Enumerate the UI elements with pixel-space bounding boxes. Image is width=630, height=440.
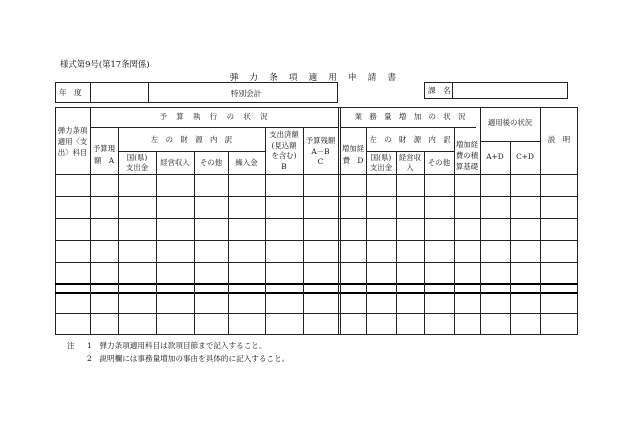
- source-breakdown-header-2: 左 の 財 源 内 訳: [369, 135, 451, 144]
- col-c-plus-d-header: C+D: [516, 152, 534, 161]
- col-business-income-header: 経営収入: [160, 158, 190, 167]
- col-business-income-header-2: 経営収 入: [398, 153, 422, 172]
- section-label: 課 名: [428, 86, 451, 95]
- workload-increase-header: 業 務 量 増 加 の 状 況: [354, 112, 466, 121]
- col-basis-header: 増加経 費の積 算基礎: [455, 140, 479, 171]
- col-national-header: 国(県) 支出金: [125, 153, 149, 172]
- form-number: 様式第9号(第17条関係): [60, 59, 150, 69]
- note-item: 2 説明欄には事務量増加の事由を具体的に記入すること。: [87, 354, 290, 363]
- year-account-box: [55, 82, 338, 103]
- notes-label: 注: [67, 341, 75, 350]
- document-title: 弾 力 条 項 適 用 申 請 書: [229, 73, 401, 83]
- col-other-header: その他: [199, 158, 223, 167]
- col-expended-header: 支出済額 (見込額 を含む) B: [269, 130, 299, 171]
- col-budget-amount-header: 予算現 額 A: [92, 144, 116, 165]
- source-breakdown-header: 左 の 財 源 内 訳: [150, 135, 233, 144]
- col-a-plus-d-header: A+D: [486, 152, 504, 161]
- budget-status-header: 予 算 執 行 の 状 況: [159, 112, 269, 121]
- col-item-header: 弾力条項 適用〈支 出〉科目: [57, 126, 88, 157]
- col-remaining-header: 予算残額 A－B C: [305, 136, 336, 166]
- col-explanation-header: 説 明: [547, 135, 571, 144]
- after-application-header: 適用後の状況: [487, 118, 533, 127]
- col-increase-cost-header: 増加経 費 D: [341, 144, 365, 165]
- year-label: 年 度: [59, 88, 82, 97]
- col-other-header-2: その他: [427, 158, 451, 167]
- note-item: 1 弾力条項適用科目は款項目節まで記入すること。: [87, 341, 267, 350]
- col-transfer-header: 繰入金: [235, 158, 258, 167]
- col-national-header-2: 国(県) 支出金: [369, 153, 393, 172]
- special-account-label: 特別会計: [231, 89, 262, 98]
